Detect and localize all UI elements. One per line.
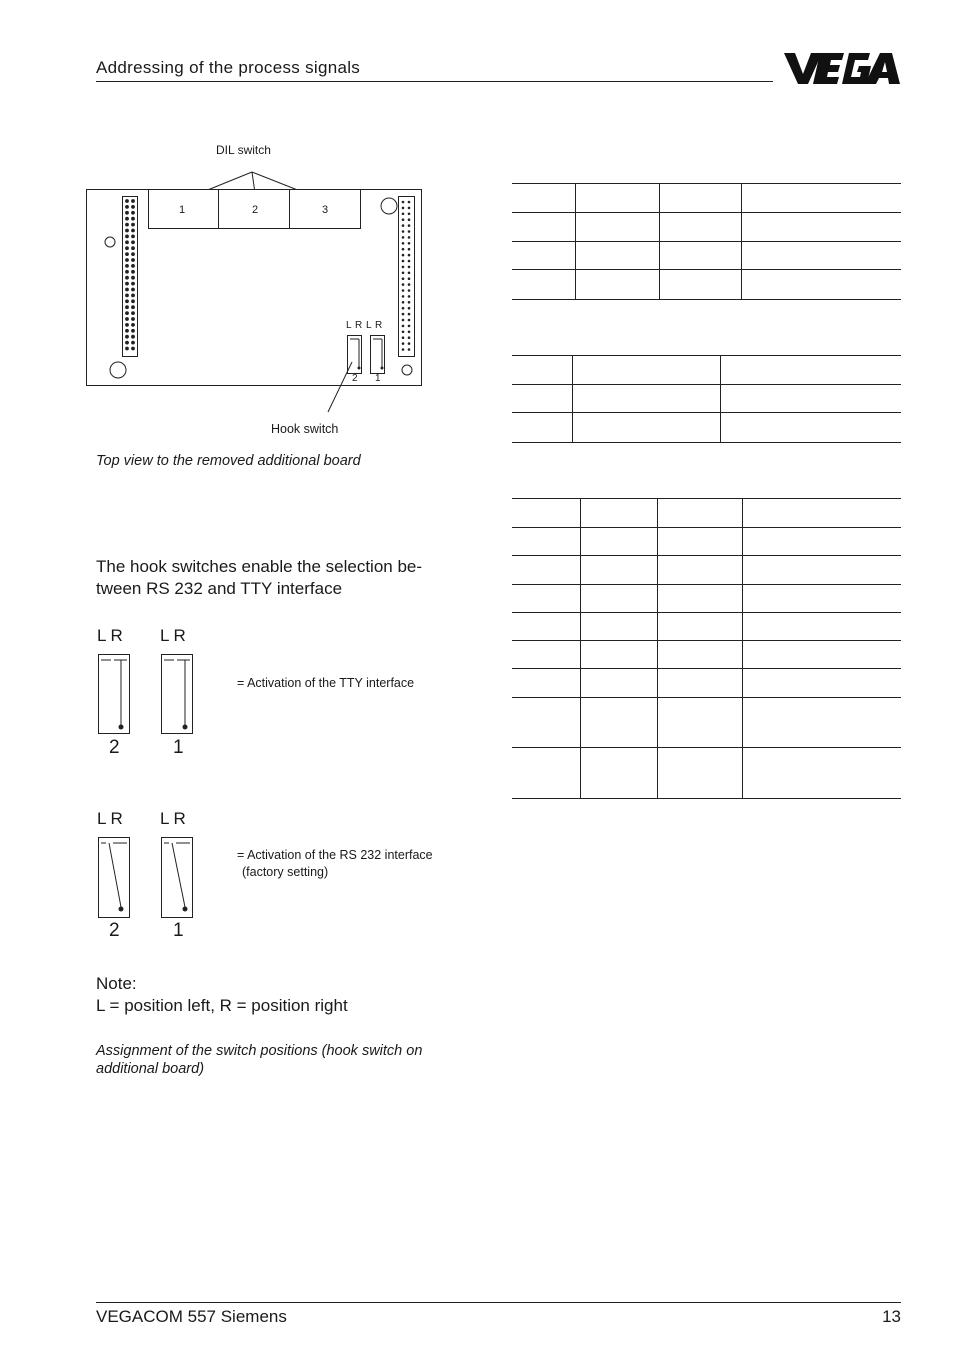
board-hook-number-2: 2	[352, 373, 358, 384]
rs232-number-left: 2	[109, 920, 120, 941]
footer-product: VEGACOM 557 Siemens	[96, 1307, 287, 1326]
section-title: Addressing of the process signals	[96, 58, 361, 77]
hook-intro-line-2: tween RS 232 and TTY interface	[96, 579, 343, 598]
tty-description: = Activation of the TTY interface	[237, 676, 415, 690]
board-hook-lr-labels: L R L R	[346, 320, 383, 331]
page-number: 13	[882, 1307, 901, 1326]
note-title: Note:	[96, 974, 137, 993]
switch-caption-line-2: additional board)	[96, 1061, 205, 1077]
footer-rule	[96, 1302, 901, 1303]
switch-caption-line-1: Assignment of the switch positions (hook switch on	[96, 1043, 423, 1059]
rs232-factory-setting: (factory setting)	[242, 865, 329, 879]
board-hook-number-1: 1	[375, 373, 381, 384]
board-caption: Top view to the removed additional board	[96, 453, 361, 469]
note-text: L = position left, R = position right	[96, 996, 348, 1015]
rs232-lr-right: L R	[160, 809, 186, 828]
hook-switch-label: Hook switch	[271, 422, 339, 436]
tty-lr-right: L R	[160, 626, 186, 645]
dil-switch-label: DIL switch	[216, 143, 271, 157]
rs232-lr-left: L R	[97, 809, 123, 828]
tty-number-right: 1	[173, 737, 184, 758]
rs232-number-right: 1	[173, 920, 184, 941]
hook-intro-line-1: The hook switches enable the selection be-	[96, 557, 423, 576]
dil-position-1: 1	[179, 204, 186, 216]
tty-number-left: 2	[109, 737, 120, 758]
tty-lr-left: L R	[97, 626, 123, 645]
dil-position-3: 3	[322, 204, 329, 216]
rs232-description: = Activation of the RS 232 interface	[237, 848, 433, 862]
dil-position-2: 2	[252, 204, 259, 216]
